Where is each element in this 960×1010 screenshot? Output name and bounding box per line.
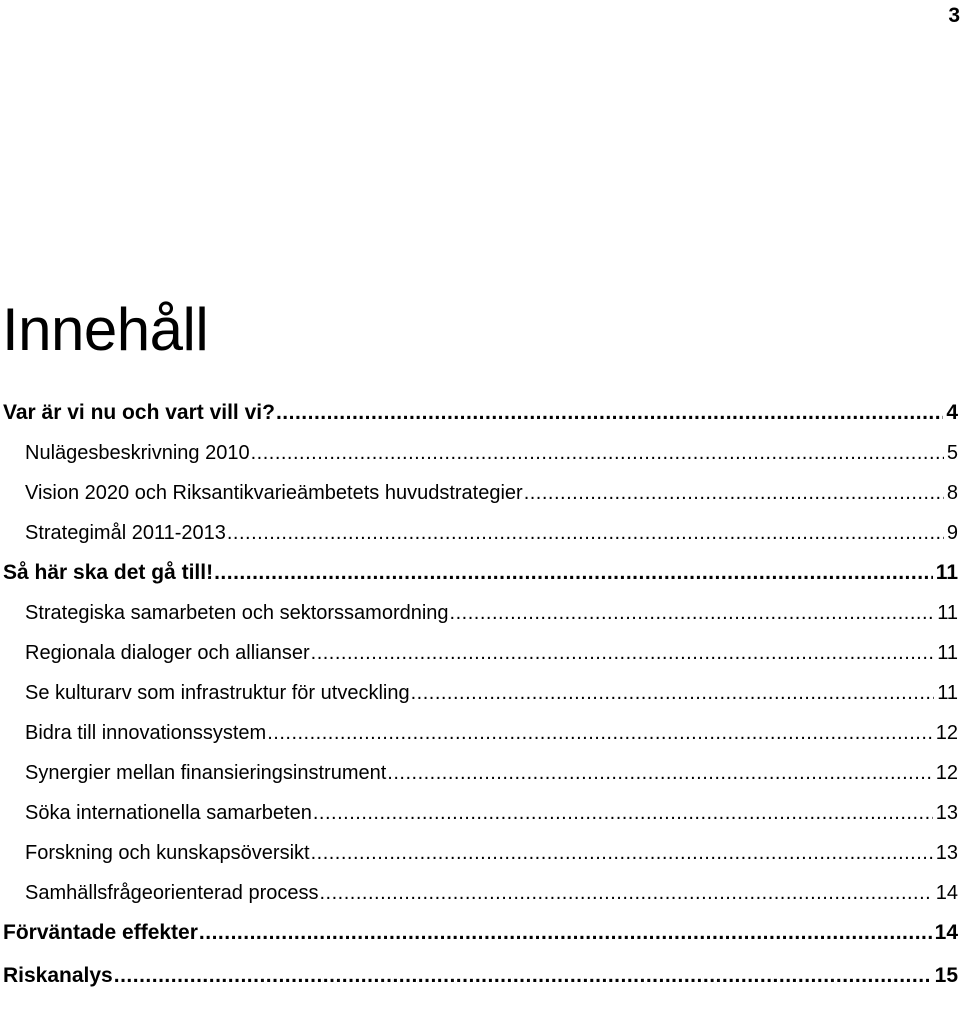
toc-entry-title: Synergier mellan finansieringsinstrument [25,762,387,784]
toc-entry[interactable] [0,913,958,953]
toc-entry-title: Var är vi nu och vart vill vi? [3,401,275,424]
dot-leader [411,673,935,713]
toc-entry-page: 13 [935,842,958,864]
toc-entry[interactable] [0,553,958,593]
dot-leader [311,833,933,873]
toc-entry[interactable] [0,793,958,833]
toc-entry-page: 8 [946,482,958,504]
toc-entry-title: Söka internationella samarbeten [25,802,312,824]
toc-entry-title: Så här ska det gå till! [3,561,214,584]
toc-entry-title: Förväntade effekter [3,921,198,944]
dot-leader [313,793,933,833]
dot-leader [114,953,932,998]
toc-entry-page: 13 [935,802,958,824]
dot-leader [311,633,935,673]
toc-entry-page: 11 [937,642,958,664]
toc-entry-title: Vision 2020 och Riksantikvarieämbetets huvudstrategier [25,482,523,504]
toc-entry-title: Strategimål 2011-2013 [25,522,226,544]
toc-entry-page: 5 [946,442,958,464]
dot-leader [387,753,932,793]
dot-leader [450,593,935,633]
toc-entry-title: Regionala dialoger och allianser [25,642,310,664]
toc-entry[interactable] [0,873,958,913]
toc-entry-page: 11 [935,561,958,584]
toc-entry-title: Se kulturarv som infrastruktur för utveckling [25,682,410,704]
toc-entry[interactable] [0,513,958,553]
dot-leader [276,393,943,433]
toc-entry[interactable] [0,633,958,673]
toc-entry[interactable] [0,673,958,713]
toc-entry-title: Samhällsfrågeorienterad process [25,882,319,904]
toc-entry[interactable] [0,753,958,793]
toc-entry-page: 11 [937,682,958,704]
dot-leader [251,433,944,473]
toc-entry-page: 4 [946,401,958,424]
dot-leader [320,873,933,913]
page-number: 3 [948,4,960,27]
dot-leader [524,473,944,513]
toc-entry-page: 12 [935,762,958,784]
toc-entry[interactable] [0,833,958,873]
toc-entry[interactable] [0,393,958,433]
toc-entry-title: Riskanalys [3,964,113,987]
toc-entry[interactable] [0,953,958,998]
toc-entry[interactable] [0,433,958,473]
toc-entry-title: Forskning och kunskapsöversikt [25,842,310,864]
dot-leader [214,553,933,593]
toc-entry[interactable] [0,473,958,513]
toc-entry-page: 9 [946,522,958,544]
toc-entry-page: 11 [937,602,958,624]
table-of-contents [0,393,958,998]
toc-entry-page: 15 [934,964,958,987]
dot-leader [199,913,932,953]
toc-heading: Innehåll [2,296,209,363]
dot-leader [267,713,933,753]
toc-entry-page: 14 [934,921,958,944]
toc-entry-page: 14 [935,882,958,904]
toc-entry-title: Strategiska samarbeten och sektorssamordning [25,602,449,624]
toc-entry-page: 12 [935,722,958,744]
toc-entry-title: Nulägesbeskrivning 2010 [25,442,250,464]
toc-entry[interactable] [0,713,958,753]
toc-entry-title: Bidra till innovationssystem [25,722,267,744]
toc-entry[interactable] [0,593,958,633]
dot-leader [227,513,944,553]
